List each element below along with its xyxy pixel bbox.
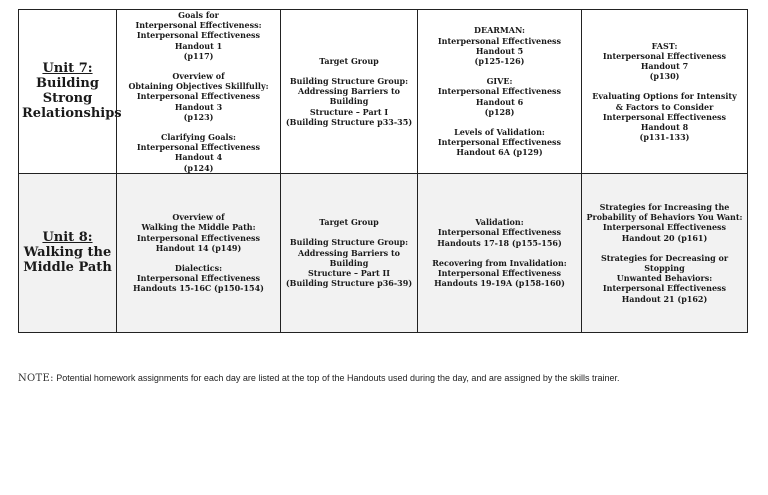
cell-line: Interpersonal Effectiveness — [437, 227, 562, 238]
cell-line: Interpersonal Effectiveness — [602, 283, 727, 294]
unit-number: Unit 8: — [42, 230, 93, 246]
cell-line: Addressing Barriers to Building — [298, 247, 400, 268]
cell-block — [421, 217, 578, 248]
cell-line: Interpersonal Effectiveness Handout 3 — [136, 91, 261, 112]
cell-line: Probability of Behaviors You Want: — [586, 212, 743, 223]
cell-line: Interpersonal Effectiveness — [437, 268, 562, 279]
cell-line: Walking the Middle Path: — [141, 222, 256, 233]
cell-line: Target Group — [319, 55, 379, 66]
cell-line: Handout 20 (p161) — [621, 232, 708, 243]
cell-line: GIVE: — [486, 76, 513, 87]
cell-line: Evaluating Options for Intensity — [592, 91, 737, 102]
cell-block — [421, 127, 578, 158]
cell-line: Handout 21 (p162) — [621, 293, 708, 304]
cell-line: (p123) — [183, 111, 214, 122]
cell-block — [120, 10, 277, 61]
cell-line: FAST: — [651, 40, 678, 51]
unit-row — [19, 173, 748, 332]
unit-title: Walking the Middle Path — [23, 245, 112, 276]
cell-block — [585, 91, 744, 142]
cell-line: (Building Structure p33-35) — [285, 116, 413, 127]
cell-line: Unwanted Behaviors: — [616, 273, 713, 284]
cell-block — [284, 76, 414, 127]
cell-block — [120, 71, 277, 122]
cell-line: Validation: — [475, 217, 524, 228]
schedule-table — [18, 9, 748, 333]
cell-block — [284, 217, 414, 227]
handouts-cell — [418, 173, 582, 332]
cell-line: Dialectics: — [174, 262, 223, 273]
cell-block — [120, 263, 277, 294]
cell-line: (p128) — [484, 106, 515, 117]
cell-block — [585, 202, 744, 243]
cell-block — [120, 132, 277, 173]
cell-line: Handout 14 (p149) — [155, 242, 242, 253]
cell-line: Interpersonal Effectiveness Handout 1 — [136, 30, 261, 51]
cell-line: Strategies for Decreasing or Stopping — [600, 252, 729, 273]
handouts-cell — [418, 10, 582, 174]
homework-note — [18, 373, 619, 384]
cell-line: (p130) — [649, 71, 680, 82]
cell-line: Handouts 19-19A (p158-160) — [434, 278, 565, 289]
strategies-cell — [582, 173, 748, 332]
unit-cell — [19, 10, 122, 174]
cell-line: Overview of — [172, 212, 225, 223]
cell-line: Overview of — [172, 71, 225, 82]
goals-cell — [117, 10, 281, 174]
note-text: Potential homework assignments for each day are listed at the top of the Handouts used during the day, and are assigned by the skills trainer. — [53, 373, 620, 383]
cell-line: Interpersonal Effectiveness Handout 4 — [136, 142, 261, 163]
cell-block — [421, 76, 578, 117]
cell-line: Structure – Part I — [309, 106, 389, 117]
cell-line: (p124) — [183, 162, 214, 173]
cell-line: (p125-126) — [474, 55, 525, 66]
cell-line: (Building Structure p36-39) — [285, 278, 413, 289]
cell-line: DEARMAN: — [474, 25, 525, 36]
cell-line: & Factors to Consider — [615, 101, 714, 112]
cell-line: Interpersonal Effectiveness Handout 7 — [602, 50, 727, 71]
cell-block — [421, 258, 578, 289]
strategies-cell — [582, 10, 748, 174]
cell-line: Strategies for Increasing the — [599, 201, 730, 212]
cell-line: Interpersonal Effectiveness Handout 8 — [602, 111, 727, 132]
cell-line: Interpersonal Effectiveness — [602, 222, 727, 233]
cell-block — [284, 237, 414, 288]
cell-line: Building Structure Group: — [289, 237, 409, 248]
cell-line: Recovering from Invalidation: — [432, 257, 567, 268]
cell-line: Handouts 17-18 (p155-156) — [437, 237, 562, 248]
cell-line: Handout 6A (p129) — [456, 147, 543, 158]
target-group-cell — [281, 10, 418, 174]
cell-line: Interpersonal Effectiveness — [136, 273, 261, 284]
cell-line: Addressing Barriers to Building — [298, 86, 400, 107]
cell-block — [284, 56, 414, 66]
goals-cell — [117, 173, 281, 332]
cell-block — [421, 25, 578, 66]
cell-line: Interpersonal Effectiveness Handout 5 — [437, 35, 562, 56]
cell-block — [585, 253, 744, 304]
cell-line: Interpersonal Effectiveness — [136, 232, 261, 243]
note-label: NOTE: — [18, 373, 54, 384]
unit-cell — [19, 173, 117, 332]
unit-title: Building Strong Relationships — [22, 76, 122, 122]
target-group-cell — [281, 173, 418, 332]
cell-line: (p117) — [183, 50, 214, 61]
cell-line: Interpersonal Effectiveness — [437, 137, 562, 148]
cell-line: Interpersonal Effectiveness Handout 6 — [437, 86, 562, 107]
cell-line: Building Structure Group: — [289, 76, 409, 87]
cell-block — [120, 212, 277, 253]
cell-block — [585, 41, 744, 82]
cell-line: Handouts 15-16C (p150-154) — [133, 283, 264, 294]
cell-line: Levels of Validation: — [454, 126, 545, 137]
cell-line: Target Group — [319, 217, 379, 228]
unit-number: Unit 7: — [42, 61, 93, 77]
unit-row — [19, 10, 748, 174]
cell-line: Goals for — [178, 10, 219, 20]
cell-line: Interpersonal Effectiveness: — [135, 20, 262, 31]
cell-line: Clarifying Goals: — [160, 132, 236, 143]
cell-line: (p131-133) — [639, 132, 690, 143]
cell-line: Obtaining Objectives Skillfully: — [128, 81, 269, 92]
cell-line: Structure – Part II — [308, 268, 390, 279]
